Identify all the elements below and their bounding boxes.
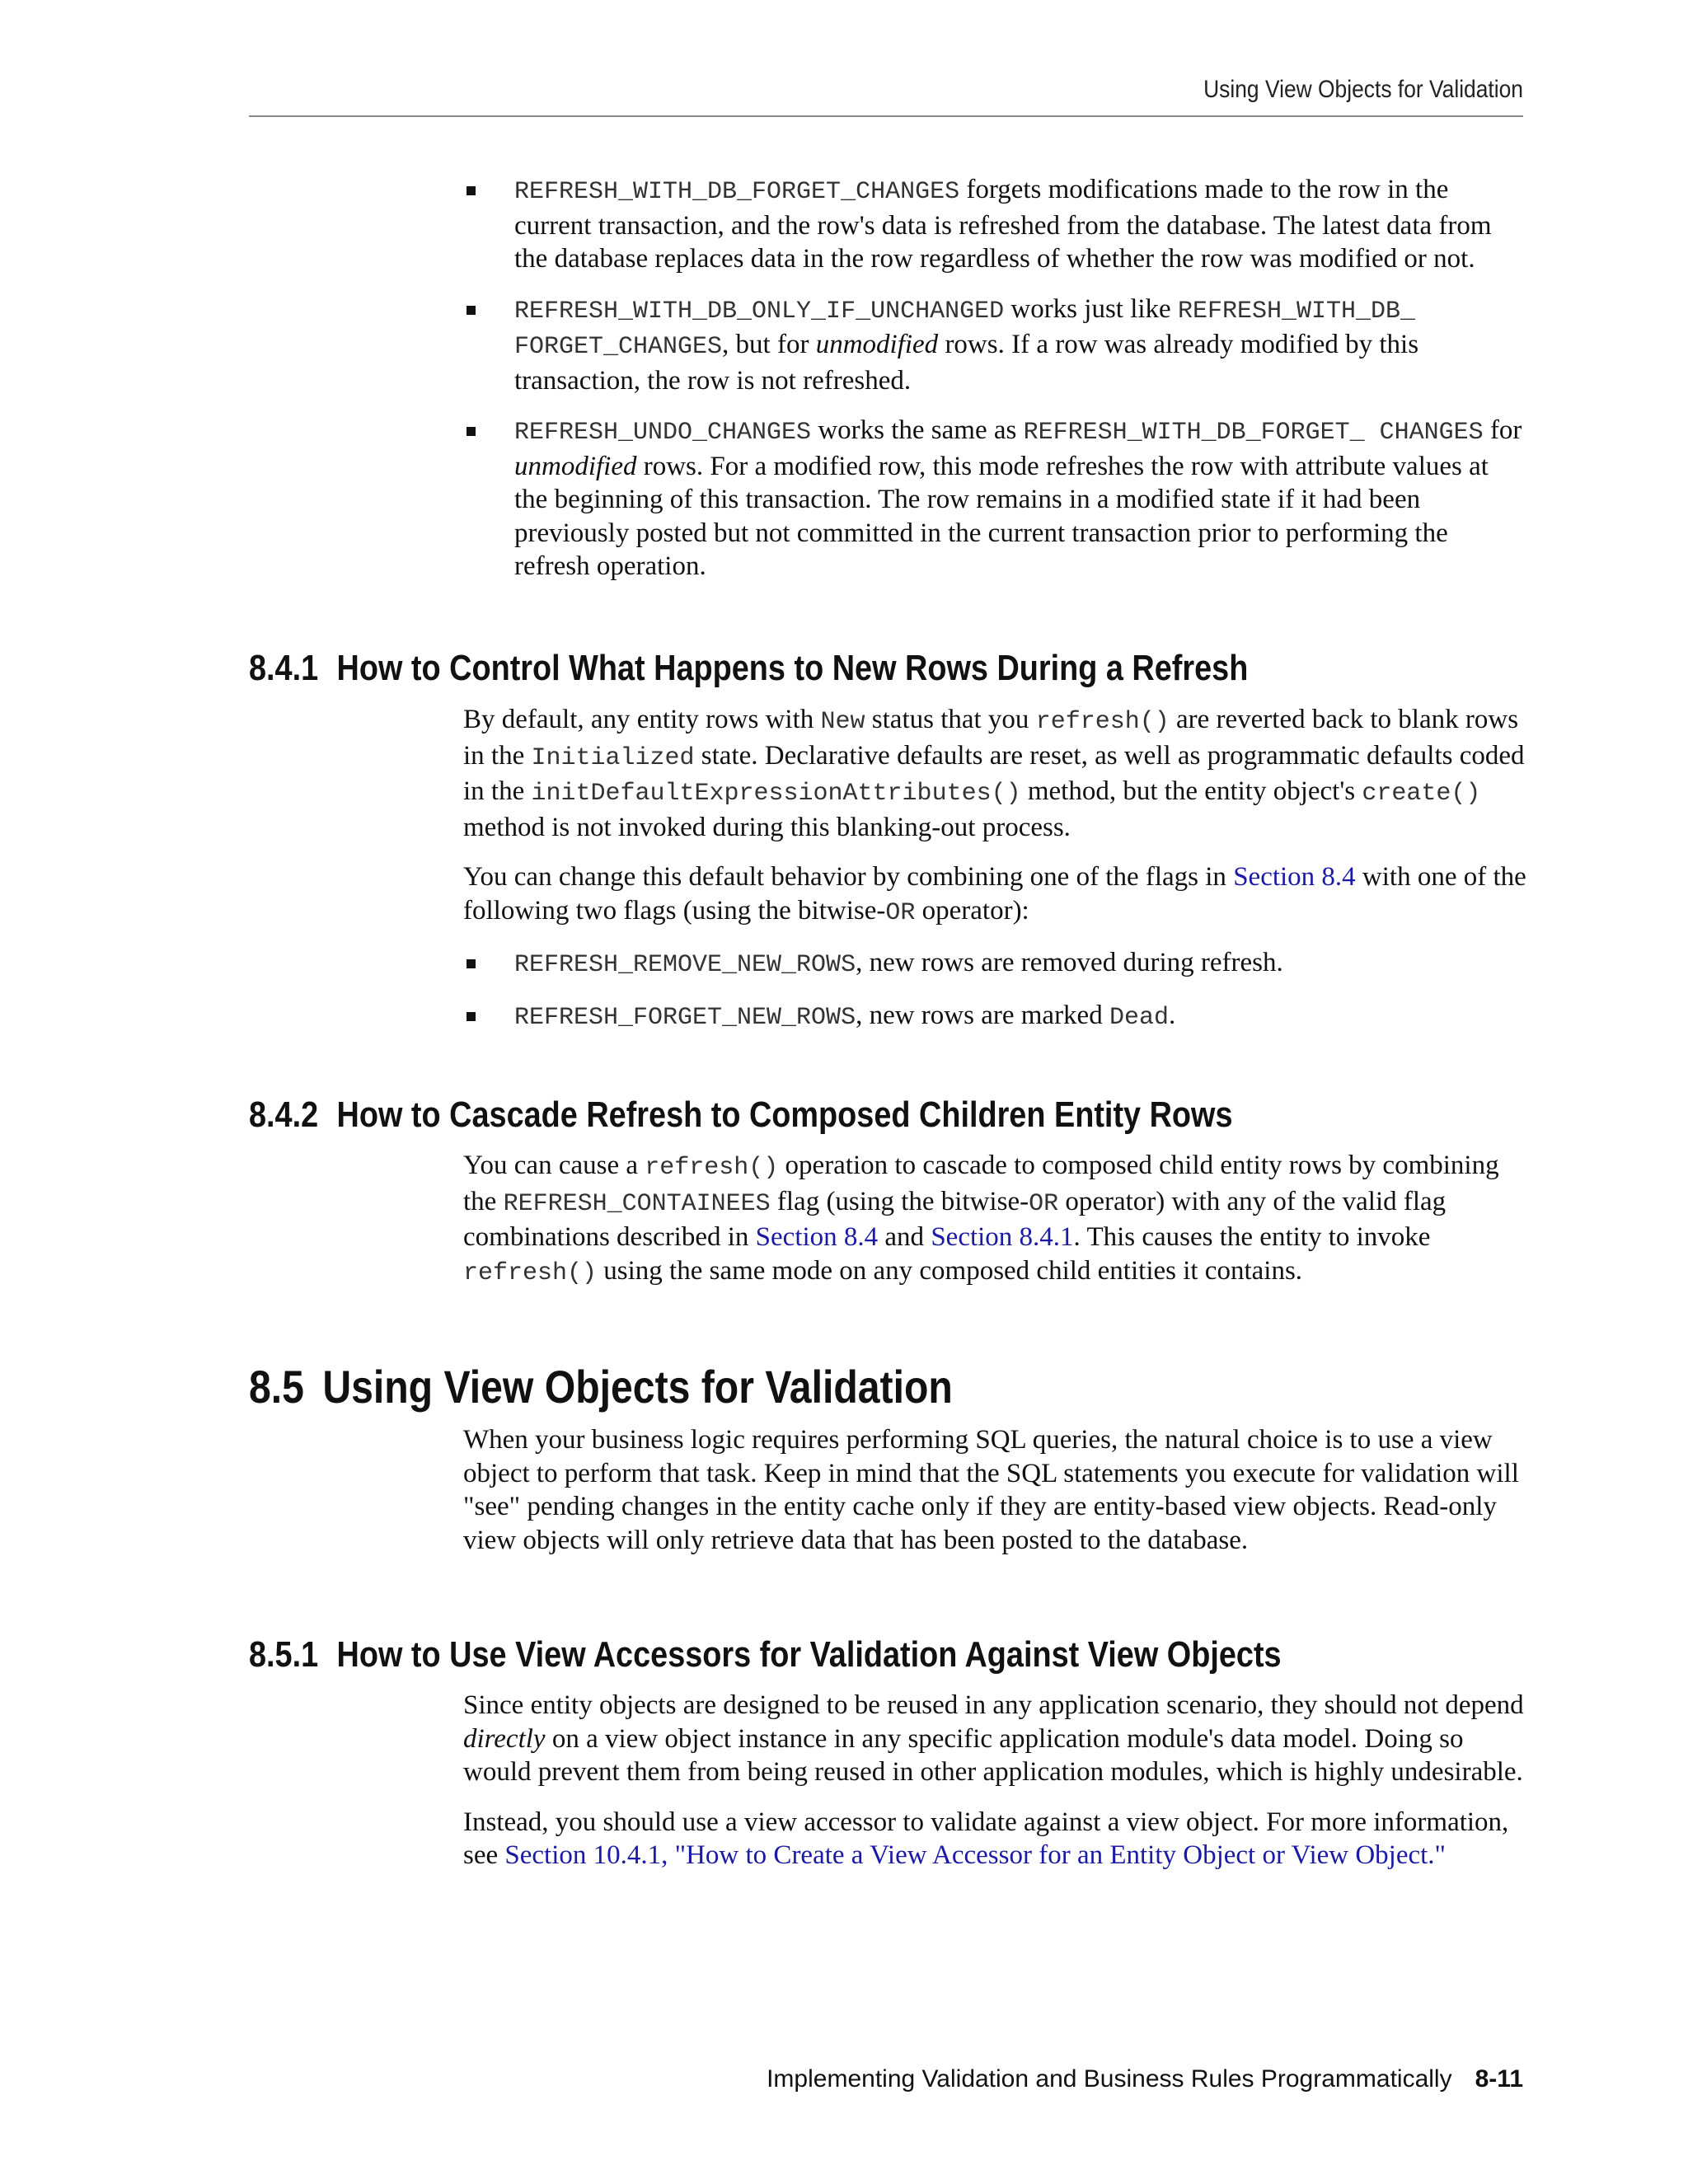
paragraph-text: You can change this default behavior by combining one of the flags in (463, 862, 1234, 892)
paragraph-text: By default, any entity rows with (463, 705, 821, 734)
paragraph-text: . This causes the entity to invoke (1073, 1222, 1431, 1252)
section-heading-8-5-1 (249, 1634, 1282, 1675)
paragraph-text: and (878, 1222, 931, 1252)
paragraph-text: You can cause a (463, 1151, 645, 1180)
list-item (463, 999, 1526, 1035)
paragraph-text: operation to cascade to composed child entity rows by combining the (463, 1151, 1499, 1216)
paragraph-text: state. Declarative defaults are reset, as well as programmatic defaults coded in the (463, 740, 1525, 806)
bullet-icon (467, 186, 476, 195)
section-10-4-1-link[interactable]: Section 10.4.1, "How to Create a View Accessor for an Entity Object or View Object." (504, 1840, 1447, 1870)
section-title: How to Control What Happens to New Rows During a Refresh (336, 648, 1249, 688)
code-text: Dead (1109, 1003, 1169, 1032)
section-number: 8.4.2 (249, 1094, 319, 1135)
section-title: Using View Objects for Validation (322, 1361, 953, 1413)
paragraph-text: flag (using the bitwise- (770, 1186, 1029, 1216)
paragraph (463, 860, 1526, 930)
emphasis-text: unmodified (815, 330, 939, 359)
footer-book-title: Implementing Validation and Business Rules Programmatically (767, 2065, 1452, 2093)
refresh-modes-list-container (463, 173, 1526, 583)
section-number: 8.5.1 (249, 1634, 319, 1675)
section-heading-8-4-2 (249, 1094, 1233, 1136)
page-footer (249, 2065, 1523, 2093)
code-text: REFRESH_FORGET_NEW_ROWS (514, 1003, 856, 1032)
bullet-icon (467, 959, 476, 968)
list-item-text: , new rows are marked (856, 1000, 1109, 1030)
list-item-text: . (1168, 1000, 1176, 1030)
list-item-text: rows. If a row was already modified by this transaction, the row is not refreshed. (514, 330, 1419, 396)
bullet-icon (467, 1012, 476, 1021)
paragraph-text: status that you (865, 705, 1036, 734)
paragraph-text: with one of the following two flags (using the bitwise- (463, 862, 1526, 926)
paragraph-text: on a view object instance in any specific application module's data model. Doing so would prevent them from being reused in other application modules, which is highly undesirable. (463, 1723, 1523, 1787)
page-number: 8-11 (1475, 2065, 1523, 2093)
paragraph-text: using the same mode on any composed child entities it contains. (597, 1255, 1303, 1286)
list-item (463, 173, 1526, 276)
code-text: REFRESH_UNDO_CHANGES (514, 419, 812, 447)
paragraph-text: Instead, you should use a view accessor to validate against a view object. For more information, see (463, 1807, 1509, 1870)
running-header-title: Using View Objects for Validation (1203, 76, 1523, 103)
code-text: REFRESH_WITH_DB_ONLY_IF_UNCHANGED (514, 297, 1005, 326)
new-row-flags-list (463, 946, 1526, 1034)
refresh-modes-list (463, 173, 1526, 583)
section-8-5-1-body (463, 1689, 1526, 1872)
section-8-4-2-body (463, 1149, 1526, 1290)
section-heading-8-4-1 (249, 648, 1248, 689)
list-item-text: works the same as (811, 415, 1024, 445)
section-8-4-1-link[interactable]: Section 8.4.1 (931, 1222, 1074, 1252)
section-title: How to Cascade Refresh to Composed Children Entity Rows (336, 1094, 1233, 1135)
paragraph (463, 1689, 1526, 1789)
code-text: Initialized (531, 743, 695, 772)
section-number: 8.4.1 (249, 648, 319, 688)
paragraph-text: method is not invoked during this blanking-out process. (463, 812, 1071, 842)
code-text: REFRESH_WITH_DB_FORGET_ CHANGES (1023, 419, 1484, 447)
paragraph (463, 1806, 1526, 1872)
paragraph-text: operator) with any of the valid flag combinations described in (463, 1186, 1447, 1252)
code-text: REFRESH_WITH_DB_ FORGET_CHANGES (514, 297, 1415, 361)
section-8-4-link[interactable]: Section 8.4 (1233, 862, 1356, 892)
paragraph-text: method, but the entity object's (1020, 776, 1362, 806)
paragraph (463, 1149, 1526, 1290)
paragraph-text: Since entity objects are designed to be reused in any application scenario, they should not depend (463, 1690, 1524, 1720)
paragraph (463, 703, 1526, 844)
section-number: 8.5 (249, 1361, 304, 1413)
emphasis-text: unmodified (514, 451, 637, 481)
list-item-text: works just like (1004, 293, 1178, 324)
section-8-5-body (463, 1423, 1526, 1557)
emphasis-text: directly (463, 1723, 546, 1754)
list-item (463, 946, 1526, 982)
section-8-4-1-body (463, 703, 1526, 1034)
paragraph: When your business logic requires performing SQL queries, the natural choice is to use a view object to perform that task. Keep in mind that the SQL statements you execute for validation will "see" pending changes in the entity cache only if they are entity-based view objects. Read-only view objects will only retrieve data that has been posted to the database. (463, 1425, 1519, 1555)
paragraph-text: operator): (915, 895, 1029, 926)
bullet-icon (467, 427, 476, 436)
section-heading-8-5 (249, 1360, 953, 1413)
list-item-text: rows. For a modified row, this mode refreshes the row with attribute values at the beginning of this transaction. The row remains in a modified state if it had been previously posted but not committed in the current transaction prior to performing the refresh operation. (514, 451, 1489, 581)
code-text: initDefaultExpressionAttributes() (531, 780, 1021, 808)
section-title: How to Use View Accessors for Validation Against View Objects (336, 1634, 1282, 1675)
header-rule (249, 115, 1523, 117)
section-8-4-link[interactable]: Section 8.4 (755, 1222, 879, 1252)
list-item-text: , new rows are removed during refresh. (856, 948, 1283, 977)
code-text: create() (1362, 780, 1481, 808)
code-text: New (820, 708, 865, 736)
list-item-text: for (1483, 415, 1522, 445)
code-text: refresh() (463, 1258, 598, 1287)
paragraph-text: are reverted back to blank rows in the (463, 705, 1519, 771)
code-text: REFRESH_WITH_DB_FORGET_CHANGES (514, 178, 960, 206)
code-text: REFRESH_REMOVE_NEW_ROWS (514, 951, 856, 979)
code-text: refresh() (1035, 708, 1170, 736)
code-text: OR (885, 898, 916, 927)
bullet-icon (467, 306, 476, 315)
list-item (463, 414, 1526, 583)
list-item-text: forgets modifications made to the row in the current transaction, and the row's data is refreshed from the database. The latest data from the database replaces data in the row regardless of whether the row was modified or not. (514, 175, 1492, 274)
code-text: REFRESH_CONTAINEES (503, 1189, 771, 1218)
list-item (463, 293, 1526, 398)
code-text: refresh() (645, 1154, 779, 1182)
list-item-text: , but for (722, 330, 816, 359)
code-text: OR (1029, 1189, 1059, 1218)
